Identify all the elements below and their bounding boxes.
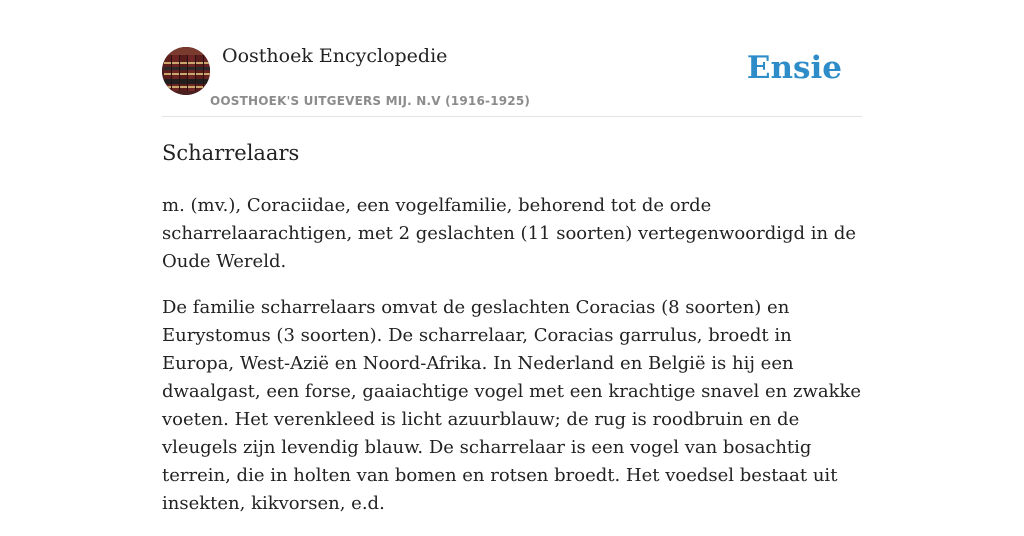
- entry-paragraph: m. (mv.), Coraciidae, een vogelfamilie, behorend tot de orde scharrelaarachtigen, met 2 geslachten (11 soorten) vertegenwoordigd in de Oude Wereld.: [162, 195, 857, 272]
- header: [162, 0, 862, 117]
- brand-logo[interactable]: Ensie: [746, 50, 842, 86]
- entry-title: Scharrelaars: [162, 141, 300, 165]
- entry-content: [162, 192, 862, 536]
- publisher-label: OOSTHOEK'S UITGEVERS MIJ. N.V (1916-1925): [210, 94, 531, 108]
- entry-paragraph: De familie scharrelaars omvat de geslachten Coracias (8 soorten) en Eurystomus (3 soorten). De scharrelaar, Coracias garrulus, broedt in Europa, West-Azië en Noord-Afrika. In Nederland en België is hij een dwaalgast, een forse, gaaiachtige vogel met een krachtige snavel en zwakke voeten. Het verenkleed is licht azuurblauw; de rug is roodbruin en de vleugels zijn levendig blauw. De scharrelaar is een vogel van bosachtig terrein, die in holten van bomen en rotsen broedt. Het voedsel bestaat uit insekten, kikvorsen, e.d.: [162, 297, 862, 514]
- book-title[interactable]: Oosthoek Encyclopedie: [222, 45, 448, 67]
- page: [162, 0, 862, 512]
- encyclopedia-books-icon[interactable]: [162, 47, 210, 95]
